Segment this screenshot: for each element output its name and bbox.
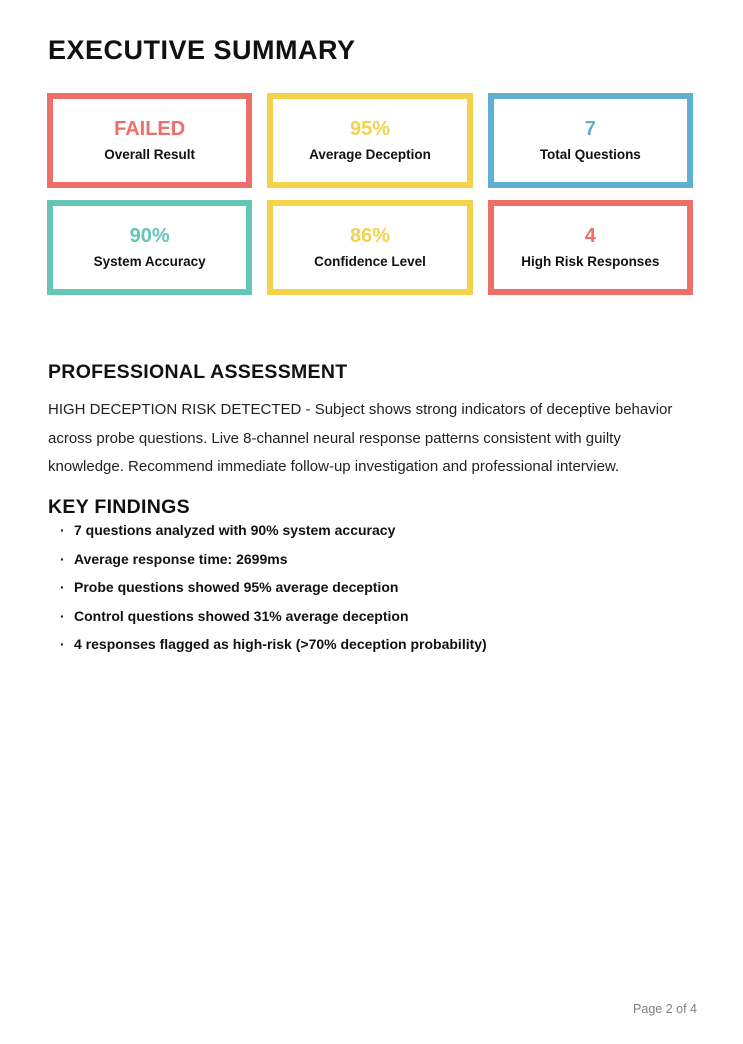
page-title: EXECUTIVE SUMMARY (48, 35, 356, 66)
stat-label: High Risk Responses (521, 254, 660, 270)
key-findings-list (60, 516, 680, 659)
stat-card (267, 93, 472, 188)
stat-card (488, 200, 693, 295)
stat-value: 4 (584, 225, 596, 248)
stat-label: Average Deception (309, 147, 431, 163)
key-findings-heading: KEY FINDINGS (48, 496, 190, 519)
finding-item: · 4 responses flagged as high-risk (>70% deception probability) (60, 630, 680, 659)
page-number: Page 2 of 4 (633, 1002, 697, 1016)
stat-label: Overall Result (104, 147, 196, 163)
stat-label: Total Questions (539, 147, 641, 163)
stat-value: 90% (129, 225, 170, 248)
stat-label: Confidence Level (314, 254, 426, 270)
finding-item: · 7 questions analyzed with 90% system accuracy (60, 516, 680, 545)
stat-card (488, 93, 693, 188)
stat-label: System Accuracy (93, 254, 206, 270)
stat-card-grid (47, 93, 693, 295)
stat-card (267, 200, 472, 295)
finding-item: · Probe questions showed 95% average deception (60, 573, 680, 602)
stat-card (47, 93, 252, 188)
stat-value: FAILED (114, 118, 186, 141)
assessment-heading: PROFESSIONAL ASSESSMENT (48, 361, 348, 384)
assessment-body-text: HIGH DECEPTION RISK DETECTED - Subject shows strong indicators of deceptive behavior across probe questions. Live 8-channel neural response patterns consistent with guilty knowledge. Recommend immediate follow-up investigation and professional interview. (48, 401, 673, 475)
finding-item: · Control questions showed 31% average deception (60, 602, 680, 631)
stat-value: 86% (349, 225, 390, 248)
stat-value: 95% (349, 118, 390, 141)
stat-value: 7 (584, 118, 596, 141)
stat-card (47, 200, 252, 295)
finding-item: · Average response time: 2699ms (60, 545, 680, 574)
